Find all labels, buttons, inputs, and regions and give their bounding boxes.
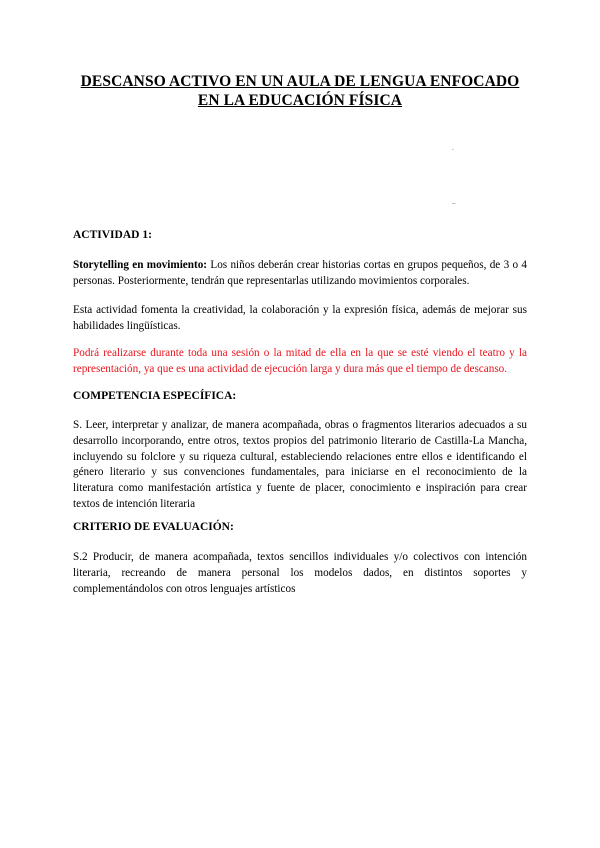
document-title: DESCANSO ACTIVO EN UN AULA DE LENGUA ENFOCADO EN LA EDUCACIÓN FÍSICA: [80, 73, 520, 109]
storytelling-paragraph: [73, 258, 527, 290]
duration-note-paragraph: Podrá realizarse durante toda una sesión o la mitad de ella en la que se esté viendo el teatro y la representación, ya que es una actividad de ejecución larga y dura más que el tiempo de descanso.: [73, 347, 527, 375]
criterio-paragraph: S.2 Producir, de manera acompañada, textos sencillos individuales y/o colectivos con intención literaria, recreando de manera personal los modelos dados, en distintos soportes y complementándolos con otros lenguajes artísticos: [73, 551, 527, 595]
criterio-heading: CRITERIO DE EVALUACIÓN:: [73, 521, 234, 533]
fomenta-paragraph: Esta actividad fomenta la creatividad, la colaboración y la expresión física, además de mejorar sus habilidades lingüísticas.: [73, 304, 527, 332]
storytelling-text: Los niños deberán crear historias cortas en grupos pequeños, de 3 o 4 personas. Posteriormente, tendrán que representarlas utilizando movimientos corporales.: [73, 259, 527, 287]
competencia-heading: COMPETENCIA ESPECÍFICA:: [73, 390, 237, 402]
storytelling-lead: Storytelling en movimiento:: [73, 259, 208, 271]
competencia-paragraph: S. Leer, interpretar y analizar, de manera acompañada, obras o fragmentos literarios adecuados a su desarrollo incorporando, entre otros, textos propios del patrimonio literario de Castilla-La Mancha, incluyendo su folclore y su riqueza cultural, estableciendo relaciones entre ellos e identificando el género literario y sus convenciones fundamentales, para iniciarse en el reconocimiento de la literatura como manifestación artística y fuente de placer, conocimiento e inspiración para crear textos de intención literaria: [73, 419, 527, 510]
stray-mark: .: [452, 144, 454, 152]
stray-mark: _: [452, 197, 456, 205]
activity-heading: ACTIVIDAD 1:: [73, 229, 152, 241]
